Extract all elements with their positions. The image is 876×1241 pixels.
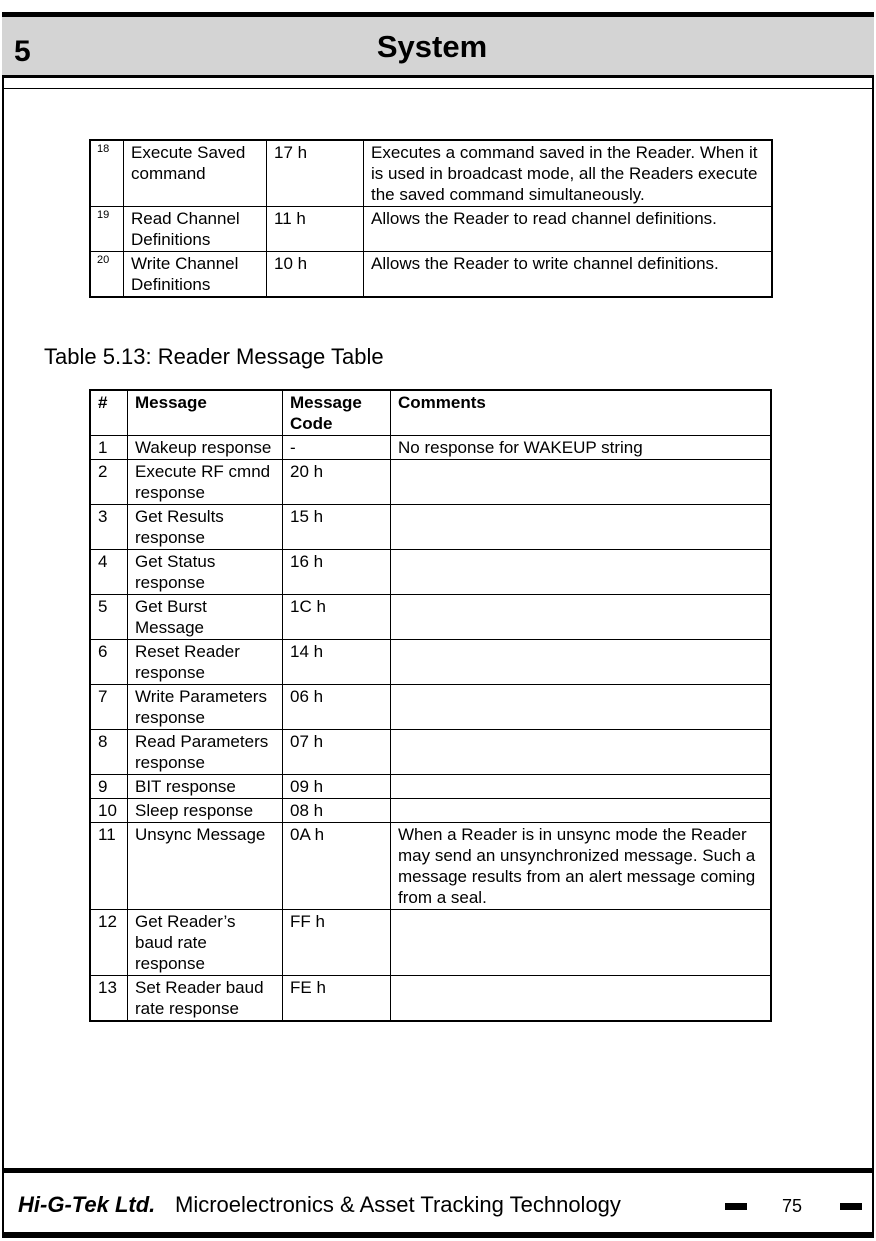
comment-cell [391,460,772,505]
message-code-cell: 15 h [283,505,391,550]
message-cell: Wakeup response [128,436,283,460]
footer-rule [2,1168,874,1173]
table-row [90,730,771,775]
message-cell: Execute RF cmnd response [128,460,283,505]
table-row [90,140,772,207]
table-row [90,910,771,976]
message-code-cell: 1C h [283,595,391,640]
message-code-cell: 10 h [267,252,364,298]
page-number: 75 [782,1196,803,1216]
comment-cell [391,595,772,640]
message-cell: Set Reader baud rate response [128,976,283,1022]
row-number: 7 [90,685,128,730]
row-number: 8 [90,730,128,775]
comment-cell: When a Reader is in unsync mode the Reader may send an unsynchronized message. Such a message results from an alert message coming from a seal. [391,823,772,910]
row-number: 6 [90,640,128,685]
message-code-cell: 11 h [267,207,364,252]
comment-cell [391,640,772,685]
message-cell: Reset Reader response [128,640,283,685]
table-row [90,685,771,730]
message-code-cell: 06 h [283,685,391,730]
table-row [90,823,771,910]
table-row [90,505,771,550]
header-rule [2,88,874,89]
page-number-dash-right [840,1203,862,1210]
message-code-cell: FE h [283,976,391,1022]
row-number: 1 [90,436,128,460]
message-cell: Read Parameters response [128,730,283,775]
comment-cell [391,730,772,775]
table-row [90,207,772,252]
footer-rule-bottom [2,1232,874,1238]
page-frame-right [872,16,874,1238]
message-code-cell: - [283,436,391,460]
header-message: Message [128,390,283,436]
message-cell: BIT response [128,775,283,799]
message-code-cell: 16 h [283,550,391,595]
comment-cell [391,685,772,730]
comment-cell: Allows the Reader to write channel definitions. [364,252,773,298]
comment-cell: Allows the Reader to read channel definitions. [364,207,773,252]
message-code-cell: 08 h [283,799,391,823]
comment-cell [391,976,772,1022]
message-table-continued [89,139,773,298]
message-cell: Get Reader’s baud rate response [128,910,283,976]
row-number: 13 [90,976,128,1022]
page-number-dash-left [725,1203,747,1210]
message-code-cell: 0A h [283,823,391,910]
table-header-row [90,390,771,436]
message-code-cell: FF h [283,910,391,976]
message-code-cell: 17 h [267,140,364,207]
message-code-cell: 20 h [283,460,391,505]
comment-cell: Executes a command saved in the Reader. When it is used in broadcast mode, all the Readers execute the saved command simultaneously. [364,140,773,207]
company-tagline: Microelectronics & Asset Tracking Technology [175,1192,621,1217]
comment-cell [391,799,772,823]
header-comments: Comments [391,390,772,436]
chapter-title: System [376,29,488,64]
row-number: 4 [90,550,128,595]
page-frame-left [2,16,4,1238]
header-message-code: Message Code [283,390,391,436]
header-number: # [90,390,128,436]
table-row [90,436,771,460]
table-row [90,550,771,595]
row-number: 3 [90,505,128,550]
message-cell: Get Results response [128,505,283,550]
message-code-cell: 14 h [283,640,391,685]
comment-cell [391,775,772,799]
chapter-number: 5 [14,35,31,68]
row-number: 10 [90,799,128,823]
chapter-header [2,12,874,78]
table-row [90,252,772,298]
comment-cell [391,550,772,595]
row-number: 18 [90,140,124,207]
message-cell: Sleep response [128,799,283,823]
message-cell: Unsync Message [128,823,283,910]
message-code-cell: 09 h [283,775,391,799]
message-cell: Execute Saved command [124,140,267,207]
table-row [90,640,771,685]
message-code-cell: 07 h [283,730,391,775]
row-number: 20 [90,252,124,298]
table-row [90,595,771,640]
table-row [90,799,771,823]
row-number: 12 [90,910,128,976]
message-cell: Get Status response [128,550,283,595]
table-caption: Table 5.13: Reader Message Table [44,344,384,369]
comment-cell [391,505,772,550]
table-row [90,976,771,1022]
message-cell: Write Channel Definitions [124,252,267,298]
row-number: 11 [90,823,128,910]
comment-cell [391,910,772,976]
company-name: Hi-G-Tek Ltd. [18,1192,156,1217]
table-row [90,460,771,505]
table-row [90,775,771,799]
row-number: 5 [90,595,128,640]
message-cell: Get Burst Message [128,595,283,640]
row-number: 19 [90,207,124,252]
reader-message-table [89,389,772,1022]
row-number: 2 [90,460,128,505]
message-cell: Write Parameters response [128,685,283,730]
message-cell: Read Channel Definitions [124,207,267,252]
row-number: 9 [90,775,128,799]
comment-cell: No response for WAKEUP string [391,436,772,460]
